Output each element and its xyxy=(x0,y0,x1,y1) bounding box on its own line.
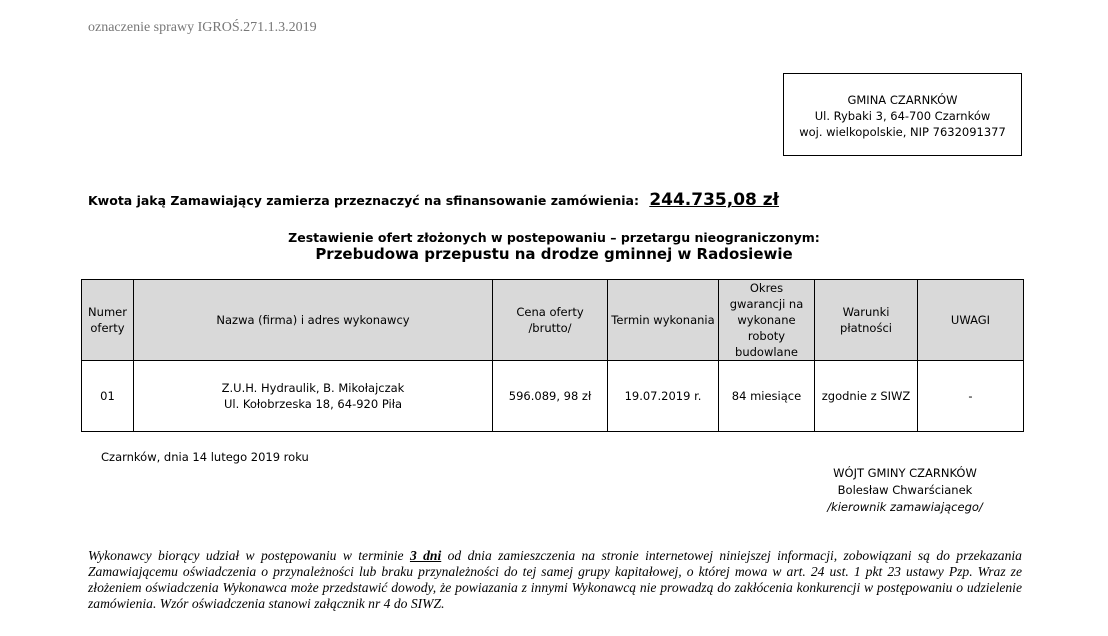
authority-street: Ul. Rybaki 3, 64-700 Czarnków xyxy=(814,109,991,123)
notice-text-start: Wykonawcy biorący udział w postępowaniu w terminie xyxy=(88,548,410,563)
place-and-date: Czarnków, dnia 14 lutego 2019 roku xyxy=(101,450,309,464)
cell-contractor xyxy=(134,361,493,432)
table-header-row xyxy=(82,280,1024,361)
budget-label: Kwota jaką Zamawiający zamierza przeznaczyć na sfinansowanie zamówienia: xyxy=(88,193,639,208)
cell-notes: - xyxy=(918,361,1024,432)
cell-warranty: 84 miesiące xyxy=(719,361,815,432)
signatory-name: Bolesław Chwarścianek xyxy=(837,483,973,497)
contractor-notice xyxy=(88,548,1022,612)
signatory-role: /kierownik zamawiającego/ xyxy=(827,500,983,514)
authority-name: GMINA CZARNKÓW xyxy=(847,93,958,107)
budget-amount: 244.735,08 zł xyxy=(649,190,779,210)
table-row xyxy=(82,361,1024,432)
header-price: Cena oferty /brutto/ xyxy=(493,280,608,361)
summary-title: Zestawienie ofert złożonych w postepowaniu – przetargu nieograniczonym: xyxy=(288,230,820,245)
header-deadline: Termin wykonania xyxy=(608,280,719,361)
contracting-authority-address-box xyxy=(783,73,1022,156)
budget-line xyxy=(88,190,779,210)
cell-price: 596.089, 98 zł xyxy=(493,361,608,432)
notice-deadline: 3 dni xyxy=(409,548,442,563)
authority-region-nip: woj. wielkopolskie, NIP 7632091377 xyxy=(799,125,1006,139)
cell-payment: zgodnie z SIWZ xyxy=(815,361,918,432)
header-payment: Warunki płatności xyxy=(815,280,918,361)
signatory-title: WÓJT GMINY CZARNKÓW xyxy=(833,466,977,480)
project-title: Przebudowa przepustu na drodze gminnej w Radosiewie xyxy=(315,245,793,263)
header-offer-number: Numer oferty xyxy=(82,280,134,361)
offers-table xyxy=(81,279,1024,432)
header-notes: UWAGI xyxy=(918,280,1024,361)
contractor-name: Z.U.H. Hydraulik, B. Mikołajczak xyxy=(221,381,405,395)
notice-text-rest: od dnia zamieszczenia na stronie internetowej niniejszej informacji, zobowiązani są do przekazania Zamawiającemu oświadczenia o przynależności lub braku przynależności do tej samej grupy kapitałowej, o której mowa w art. 24 ust. 1 pkt 23 ustawy Pzp. Wraz ze złożeniem oświadczenia Wykonawca może przedstawić dowody, że powiazania z innymi Wykonawcą nie prowadzą do zakłócenia konkurencji w postępowaniu o udzielenie zamówienia. Wzór oświadczenia stanowi załącznik nr 4 do SIWZ. xyxy=(88,548,1022,611)
case-reference: oznaczenie sprawy IGROŚ.271.1.3.2019 xyxy=(88,20,317,35)
header-warranty: Okres gwarancji na wykonane roboty budowlane xyxy=(719,280,815,361)
header-contractor: Nazwa (firma) i adres wykonawcy xyxy=(134,280,493,361)
contractor-address: Ul. Kołobrzeska 18, 64-920 Piła xyxy=(223,397,403,411)
cell-offer-number: 01 xyxy=(82,361,134,432)
signature-block xyxy=(800,465,1010,516)
cell-deadline: 19.07.2019 r. xyxy=(608,361,719,432)
